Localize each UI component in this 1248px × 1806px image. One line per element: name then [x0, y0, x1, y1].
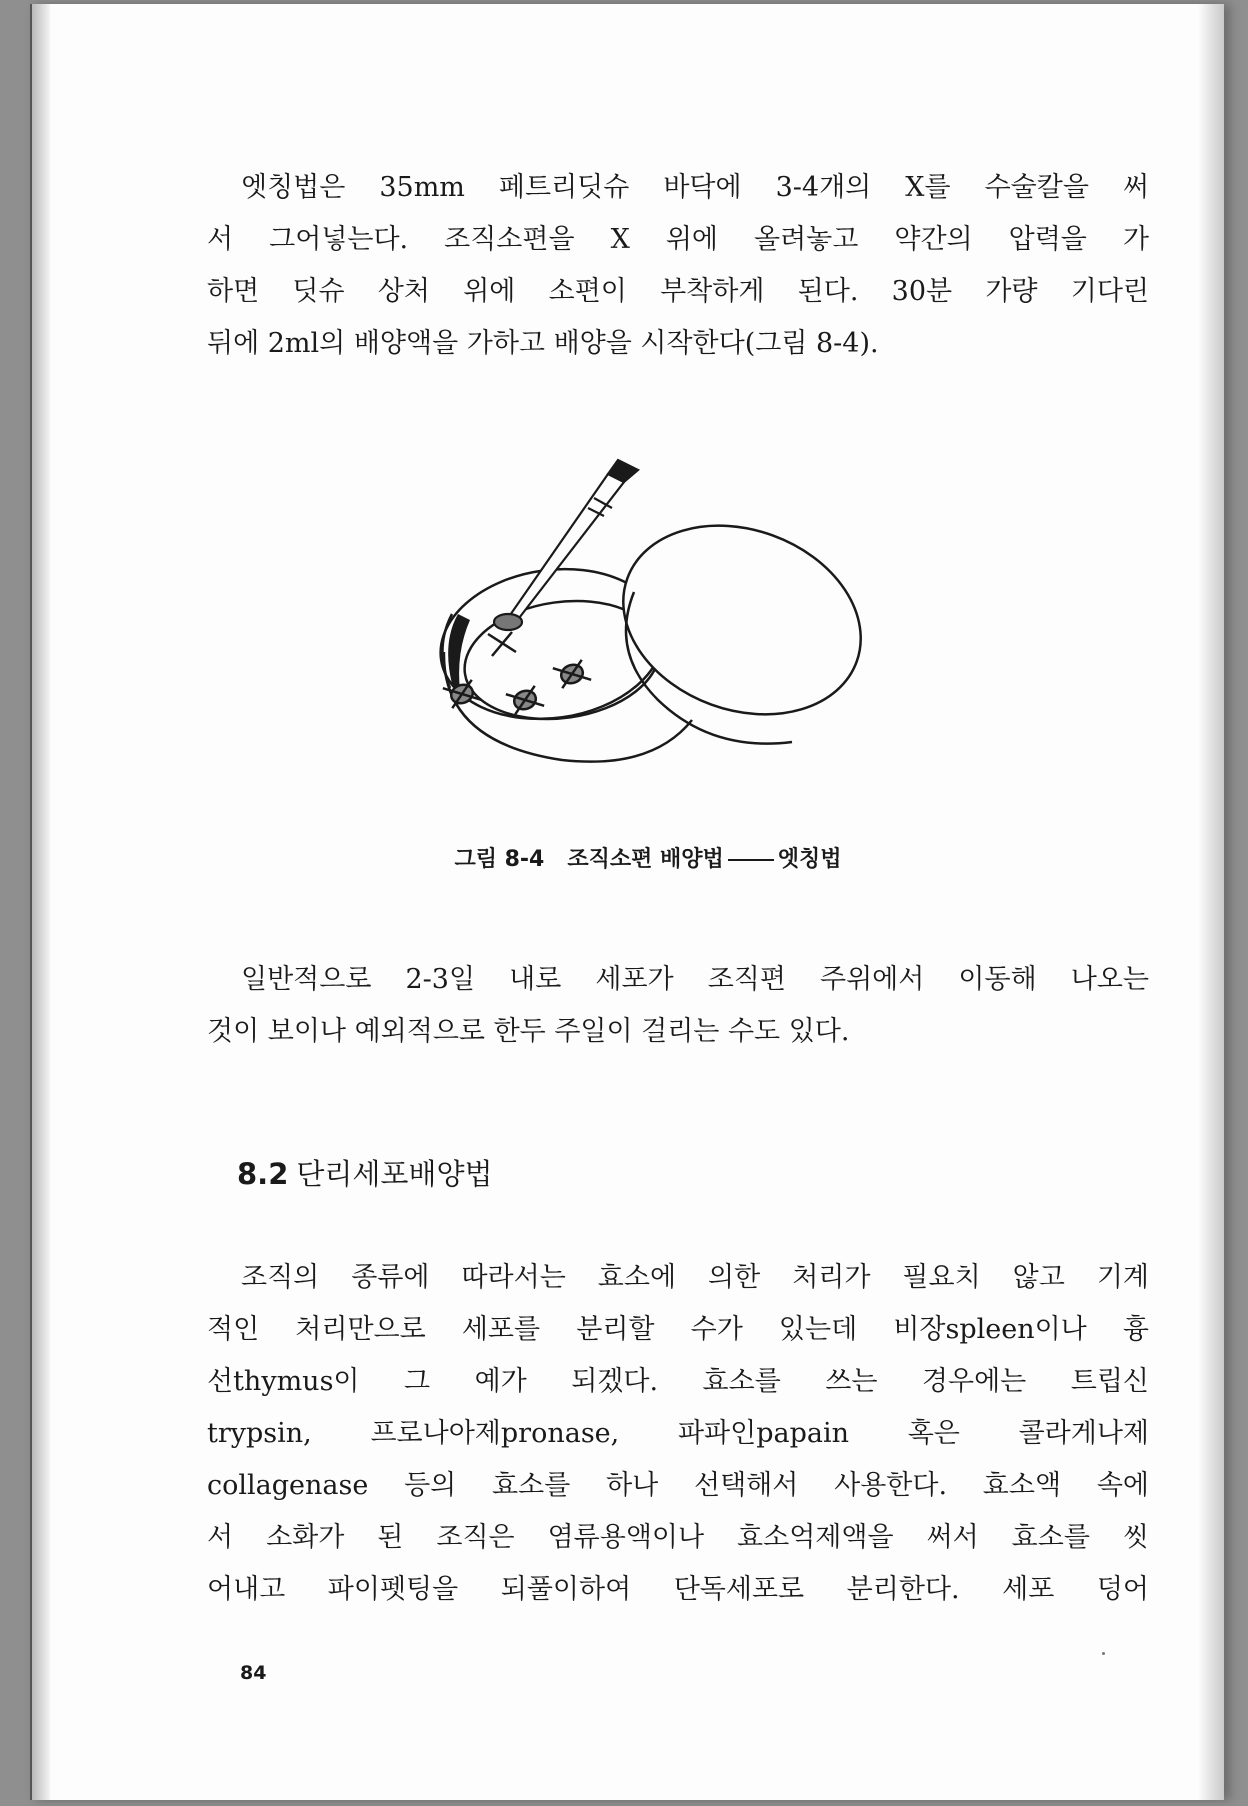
- tissue-piece-2: [506, 683, 544, 716]
- text-line: 어내고 파이펫팅을 되풀이하여 단독세포로 분리한다. 세포 덩어: [207, 1574, 1149, 1605]
- x-mark: [488, 632, 516, 656]
- text-line: 적인 처리만으로 세포를 분리할 수가 있는데 비장spleen이나 흉: [207, 1314, 1149, 1345]
- section-title: 단리세포배양법: [296, 1157, 493, 1191]
- book-page: [30, 4, 1224, 1800]
- text-line: trypsin, 프로나아제pronase, 파파인papain 혹은 콜라게나제: [207, 1418, 1149, 1449]
- text-line: 것이 보이나 예외적으로 한두 주일이 걸리는 수도 있다.: [207, 1016, 850, 1047]
- forceps: [494, 460, 638, 630]
- text-line: collagenase 등의 효소를 하나 선택해서 사용한다. 효소액 속에: [207, 1470, 1149, 1501]
- text-line: 하면 딧슈 상처 위에 소편이 부착하게 된다. 30분 가량 기다린: [207, 276, 1149, 307]
- text-line: 엣칭법은 35mm 페트리딧슈 바닥에 3-4개의 X를 수술칼을 써: [241, 172, 1149, 203]
- print-speck: [1102, 1652, 1105, 1655]
- section-heading: [237, 1152, 492, 1193]
- text-line: 서 소화가 된 조직은 염류용액이나 효소억제액을 써서 효소를 씻: [207, 1522, 1149, 1553]
- text-line: 일반적으로 2-3일 내로 세포가 조직편 주위에서 이동해 나오는: [241, 964, 1149, 995]
- page-edge-shadow: [1198, 4, 1224, 1800]
- caption-title: 조직소편 배양법: [567, 847, 724, 872]
- paragraph-dissociated-cells: [207, 1252, 1149, 1616]
- text-line: 서 그어넣는다. 조직소편을 X 위에 올려놓고 약간의 압력을 가: [207, 224, 1149, 255]
- page-binding-shadow: [32, 4, 50, 1800]
- paragraph-cell-migration: [207, 954, 1149, 1058]
- petri-dish-illustration: [412, 452, 972, 832]
- page-number: 84: [240, 1662, 267, 1684]
- text-line: 선thymus이 그 예가 되겠다. 효소를 쓰는 경우에는 트립신: [207, 1366, 1149, 1397]
- section-number: 8.2: [237, 1157, 289, 1191]
- figure-caption: [32, 842, 1224, 873]
- text-line: 뒤에 2ml의 배양액을 가하고 배양을 시작한다(그림 8-4).: [207, 328, 879, 359]
- caption-dash: [728, 859, 774, 861]
- caption-subtitle: 엣칭법: [777, 847, 842, 872]
- dish-lid: [597, 494, 888, 747]
- caption-figure-number: 그림 8-4: [454, 847, 545, 872]
- tissue-piece-3: [553, 657, 591, 690]
- text-line: 조직의 종류에 따라서는 효소에 의한 처리가 필요치 않고 기계: [241, 1262, 1149, 1293]
- paragraph-etching-method: [207, 162, 1149, 370]
